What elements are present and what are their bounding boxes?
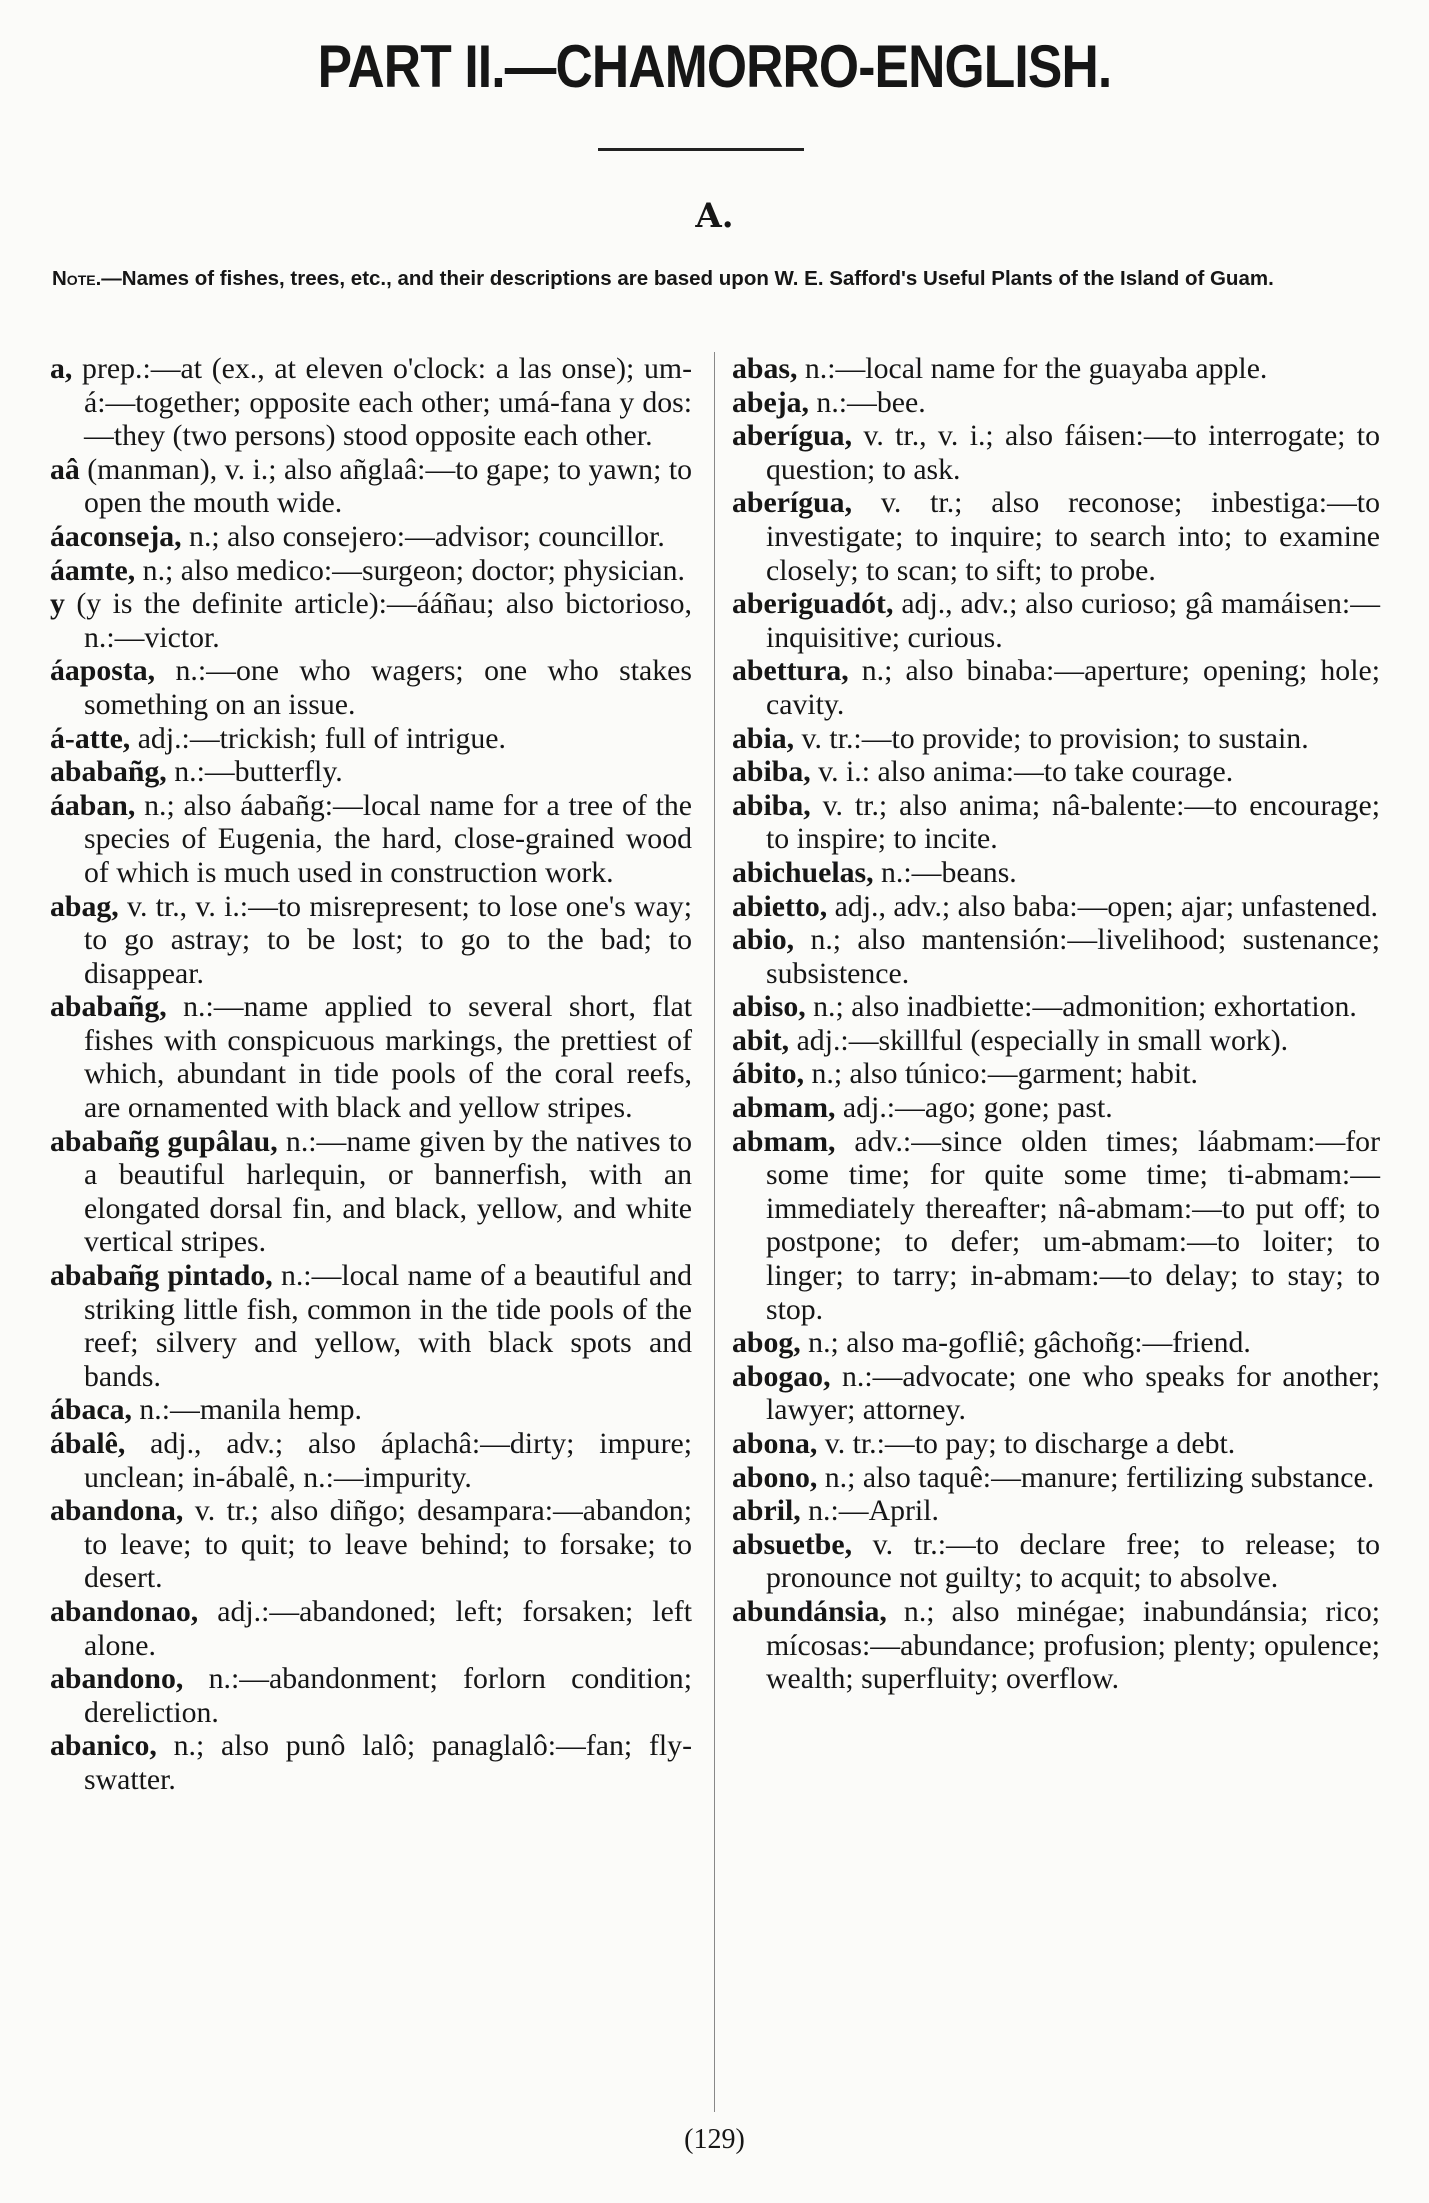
entry-definition: n.:—one who wagers; one who stakes something on an issue. — [84, 654, 692, 721]
dictionary-entry — [732, 1461, 1380, 1495]
dictionary-entry — [732, 352, 1380, 386]
entry-headword: abiso, — [732, 990, 806, 1024]
entry-headword: abog, — [732, 1326, 801, 1360]
entry-definition: adv.:—since olden times; láabmam:—for some time; for quite some time; ti-abmam:—immediately thereafter; nâ-abmam:—to put off; to postpone; to defer; um-abmam:—to loiter; to linger; to tarry; in-abmam:—to delay; to stay; to stop. — [766, 1124, 1380, 1326]
entry-headword: abiba, — [732, 788, 811, 822]
dictionary-entry — [732, 1427, 1380, 1461]
title-rule — [598, 148, 804, 151]
entry-headword: ábalê, — [50, 1427, 126, 1460]
entry-headword: abanico, — [50, 1729, 157, 1763]
entry-definition: n.; also ma-gofliê; gâchoñg:—friend. — [800, 1326, 1251, 1360]
dictionary-entry — [50, 1729, 692, 1796]
entry-definition: n.; also áabañg:—local name for a tree of the species of Eugenia, the hard, close-grained wood of which is much used in construction work. — [84, 788, 692, 889]
dictionary-entry — [50, 755, 692, 789]
entry-definition: adj.:—trickish; full of intrigue. — [130, 721, 506, 755]
entry-headword: abio, — [732, 923, 795, 957]
entry-headword: abietto, — [732, 889, 828, 923]
entry-definition: n.:—butterfly. — [166, 755, 343, 789]
entry-headword: áamte, — [50, 553, 136, 587]
entry-definition: adj.:—ago; gone; past. — [835, 1091, 1113, 1125]
entry-headword: absuetbe, — [732, 1527, 853, 1561]
entry-headword: abril, — [732, 1494, 801, 1528]
entry-definition: n.:—bee. — [808, 385, 926, 419]
entry-headword: abandona, — [50, 1494, 184, 1528]
entry-definition: v. i.: also anima:—to take courage. — [810, 755, 1234, 789]
dictionary-entry — [732, 654, 1380, 721]
entry-definition: n.; also binaba:—aperture; opening; hole; cavity. — [766, 654, 1380, 721]
dictionary-entry — [50, 1427, 692, 1494]
dictionary-entry — [50, 554, 692, 588]
entry-headword: abettura, — [732, 654, 849, 688]
dictionary-entry — [732, 386, 1380, 420]
dictionary-entry — [732, 587, 1380, 654]
dictionary-entry — [50, 1393, 692, 1427]
entry-headword: á-atte, — [50, 721, 131, 755]
entry-definition: n.:—name applied to several short, flat fishes with conspicuous markings, the prettiest of which, abundant in tide pools of the coral reefs, are ornamented with black and yellow stripes. — [84, 990, 692, 1125]
entry-definition: adj., adv.; also curioso; gâ mamáisen:—inquisitive; curious. — [766, 587, 1380, 654]
entry-headword: abit, — [732, 1023, 790, 1057]
page-number: (129) — [684, 2124, 745, 2155]
entry-definition: v. tr.; also anima; nâ-balente:—to encourage; to inspire; to incite. — [766, 788, 1380, 856]
dictionary-entry — [732, 1091, 1380, 1125]
note-text: —Names of fishes, trees, etc., and their descriptions are based upon W. E. Safford's Useful Plants of the Island of Guam. — [101, 267, 1274, 290]
entry-definition: v. tr., v. i.; also fáisen:—to interrogate; to question; to ask. — [766, 419, 1380, 486]
entry-headword: ababañg, — [50, 990, 167, 1024]
note — [52, 268, 1364, 290]
entry-definition: n.; also medico:—surgeon; doctor; physician. — [135, 553, 685, 587]
dictionary-entry — [50, 453, 692, 520]
dictionary-entry — [732, 1595, 1380, 1696]
dictionary-entry — [732, 923, 1380, 990]
entry-definition: n.:—April. — [800, 1494, 939, 1528]
entry-headword: aâ — [50, 452, 80, 486]
dictionary-entry — [50, 990, 692, 1124]
entry-definition: v. tr.:—to pay; to discharge a debt. — [817, 1427, 1236, 1460]
entry-definition: n.:—local name of a beautiful and striking little fish, common in the tide pools of the reef; silvery and yellow, with black spots and bands. — [84, 1259, 692, 1393]
entry-definition: n.; also minégae; inabundánsia; rico; mícosas:—abundance; profusion; plenty; opulence; wealth; superfluity; overflow. — [766, 1594, 1380, 1696]
dictionary-entry — [732, 990, 1380, 1024]
entry-headword: ababañg pintado, — [50, 1259, 273, 1293]
entry-headword: aberígua, — [732, 419, 853, 453]
dictionary-entry — [50, 1662, 692, 1729]
entry-definition: n.:—name given by the natives to a beautiful harlequin, or bannerfish, with an elongated dorsal fin, and black, yellow, and white vertical stripes. — [84, 1124, 692, 1259]
entry-definition: prep.:—at (ex., at eleven o'clock: a las onse); um-á:—together; opposite each other; umá-fana y dos:—they (two persons) stood opposite each other. — [72, 352, 692, 453]
section-letter: A. — [695, 196, 734, 236]
entry-definition: adj.:—skillful (especially in small work). — [789, 1023, 1289, 1057]
entry-headword: aberígua, — [732, 486, 853, 520]
dictionary-entry — [732, 890, 1380, 924]
dictionary-entry — [732, 1528, 1380, 1595]
entry-definition: (manman), v. i.; also añglaâ:—to gape; to yawn; to open the mouth wide. — [79, 452, 692, 520]
dictionary-entry — [732, 419, 1380, 486]
entry-headword: abag, — [50, 889, 119, 923]
entry-headword: abono, — [732, 1460, 818, 1494]
dictionary-entry — [732, 486, 1380, 587]
dictionary-entry — [732, 1326, 1380, 1360]
entry-headword: abiba, — [732, 755, 811, 789]
dictionary-entry — [732, 722, 1380, 756]
entry-headword: a, — [50, 352, 73, 385]
entry-definition: (y is the definite article):—ááñau; also bictorioso, n.:—victor. — [64, 587, 692, 654]
dictionary-entry — [50, 1595, 692, 1662]
entry-definition: n.:—manila hemp. — [131, 1393, 363, 1427]
dictionary-entry — [50, 722, 692, 756]
entry-definition: n.; also consejero:—advisor; councillor. — [181, 519, 665, 553]
dictionary-entry — [732, 1024, 1380, 1058]
entry-definition: n.:—abandonment; forlorn condition; dereliction. — [84, 1662, 692, 1729]
entry-headword: ábaca, — [50, 1393, 132, 1427]
dictionary-entry — [50, 654, 692, 721]
entry-headword: ababañg gupâlau, — [50, 1124, 278, 1158]
note-label: Note. — [52, 267, 102, 290]
page-title: PART II.—CHAMORRO-ENGLISH. — [317, 33, 1112, 100]
left-column — [50, 352, 692, 1797]
dictionary-entry — [50, 1259, 692, 1393]
column-divider — [714, 352, 715, 2112]
entry-definition: n.; also taquê:—manure; fertilizing substance. — [817, 1460, 1375, 1494]
dictionary-entry — [732, 755, 1380, 789]
entry-definition: v. tr.; also diñgo; desampara:—abandon; to leave; to quit; to leave behind; to forsake; to desert. — [84, 1494, 692, 1595]
entry-headword: áaban, — [50, 788, 136, 822]
entry-definition: n.:—advocate; one who speaks for another; lawyer; attorney. — [766, 1359, 1380, 1427]
entry-headword: abas, — [732, 352, 798, 385]
dictionary-entry — [50, 1494, 692, 1595]
entry-definition: adj., adv.; also áplachâ:—dirty; impure; unclean; in-ábalê, n.:—impurity. — [84, 1427, 692, 1494]
dictionary-entry — [50, 890, 692, 991]
entry-headword: áaposta, — [50, 654, 156, 688]
dictionary-entry — [732, 1125, 1380, 1327]
dictionary-entry — [732, 789, 1380, 856]
entry-headword: áaconseja, — [50, 519, 182, 553]
dictionary-entry — [50, 789, 692, 890]
dictionary-entry — [732, 856, 1380, 890]
dictionary-entry — [50, 1125, 692, 1259]
entry-definition: v. tr.; also reconose; inbestiga:—to investigate; to inquire; to search into; to examine closely; to scan; to sift; to probe. — [766, 486, 1380, 587]
entry-headword: abeja, — [732, 385, 809, 419]
entry-headword: abmam, — [732, 1124, 836, 1158]
dictionary-entry — [732, 1360, 1380, 1427]
dictionary-entry — [732, 1494, 1380, 1528]
entry-headword: ábito, — [732, 1057, 805, 1091]
entry-headword: abmam, — [732, 1091, 836, 1125]
entry-headword: abogao, — [732, 1359, 831, 1393]
entry-headword: ababañg, — [50, 755, 167, 789]
dictionary-entry — [50, 352, 692, 453]
entry-definition: n.; also túnico:—garment; habit. — [804, 1057, 1198, 1091]
entry-definition: v. tr.:—to declare free; to release; to pronounce not guilty; to acquit; to absolve. — [766, 1527, 1380, 1595]
entry-definition: v. tr.:—to provide; to provision; to sustain. — [794, 721, 1309, 755]
entry-definition: n.; also mantensión:—livelihood; sustenance; subsistence. — [766, 923, 1380, 990]
entry-definition: adj.:—abandoned; left; forsaken; left alone. — [84, 1594, 692, 1662]
entry-definition: n.; also punô lalô; panaglalô:—fan; fly-swatter. — [84, 1729, 692, 1796]
dictionary-entry — [50, 587, 692, 654]
entry-headword: abona, — [732, 1427, 818, 1460]
dictionary-entry — [732, 1057, 1380, 1091]
entry-headword: y — [50, 587, 65, 621]
entry-headword: abichuelas, — [732, 855, 874, 889]
entry-definition: n.:—local name for the guayaba apple. — [797, 352, 1268, 385]
entry-headword: aberiguadót, — [732, 587, 894, 621]
entry-definition: n.; also inadbiette:—admonition; exhortation. — [805, 990, 1357, 1024]
right-column — [732, 352, 1380, 1696]
entry-definition: adj., adv.; also baba:—open; ajar; unfastened. — [827, 889, 1378, 923]
entry-headword: abia, — [732, 721, 795, 755]
dictionary-entry — [50, 520, 692, 554]
entry-headword: abandonao, — [50, 1594, 199, 1628]
entry-definition: n.:—beans. — [873, 855, 1017, 889]
entry-headword: abandono, — [50, 1662, 184, 1696]
entry-headword: abundánsia, — [732, 1594, 887, 1628]
entry-definition: v. tr., v. i.:—to misrepresent; to lose one's way; to go astray; to be lost; to go to the bad; to disappear. — [84, 889, 692, 990]
